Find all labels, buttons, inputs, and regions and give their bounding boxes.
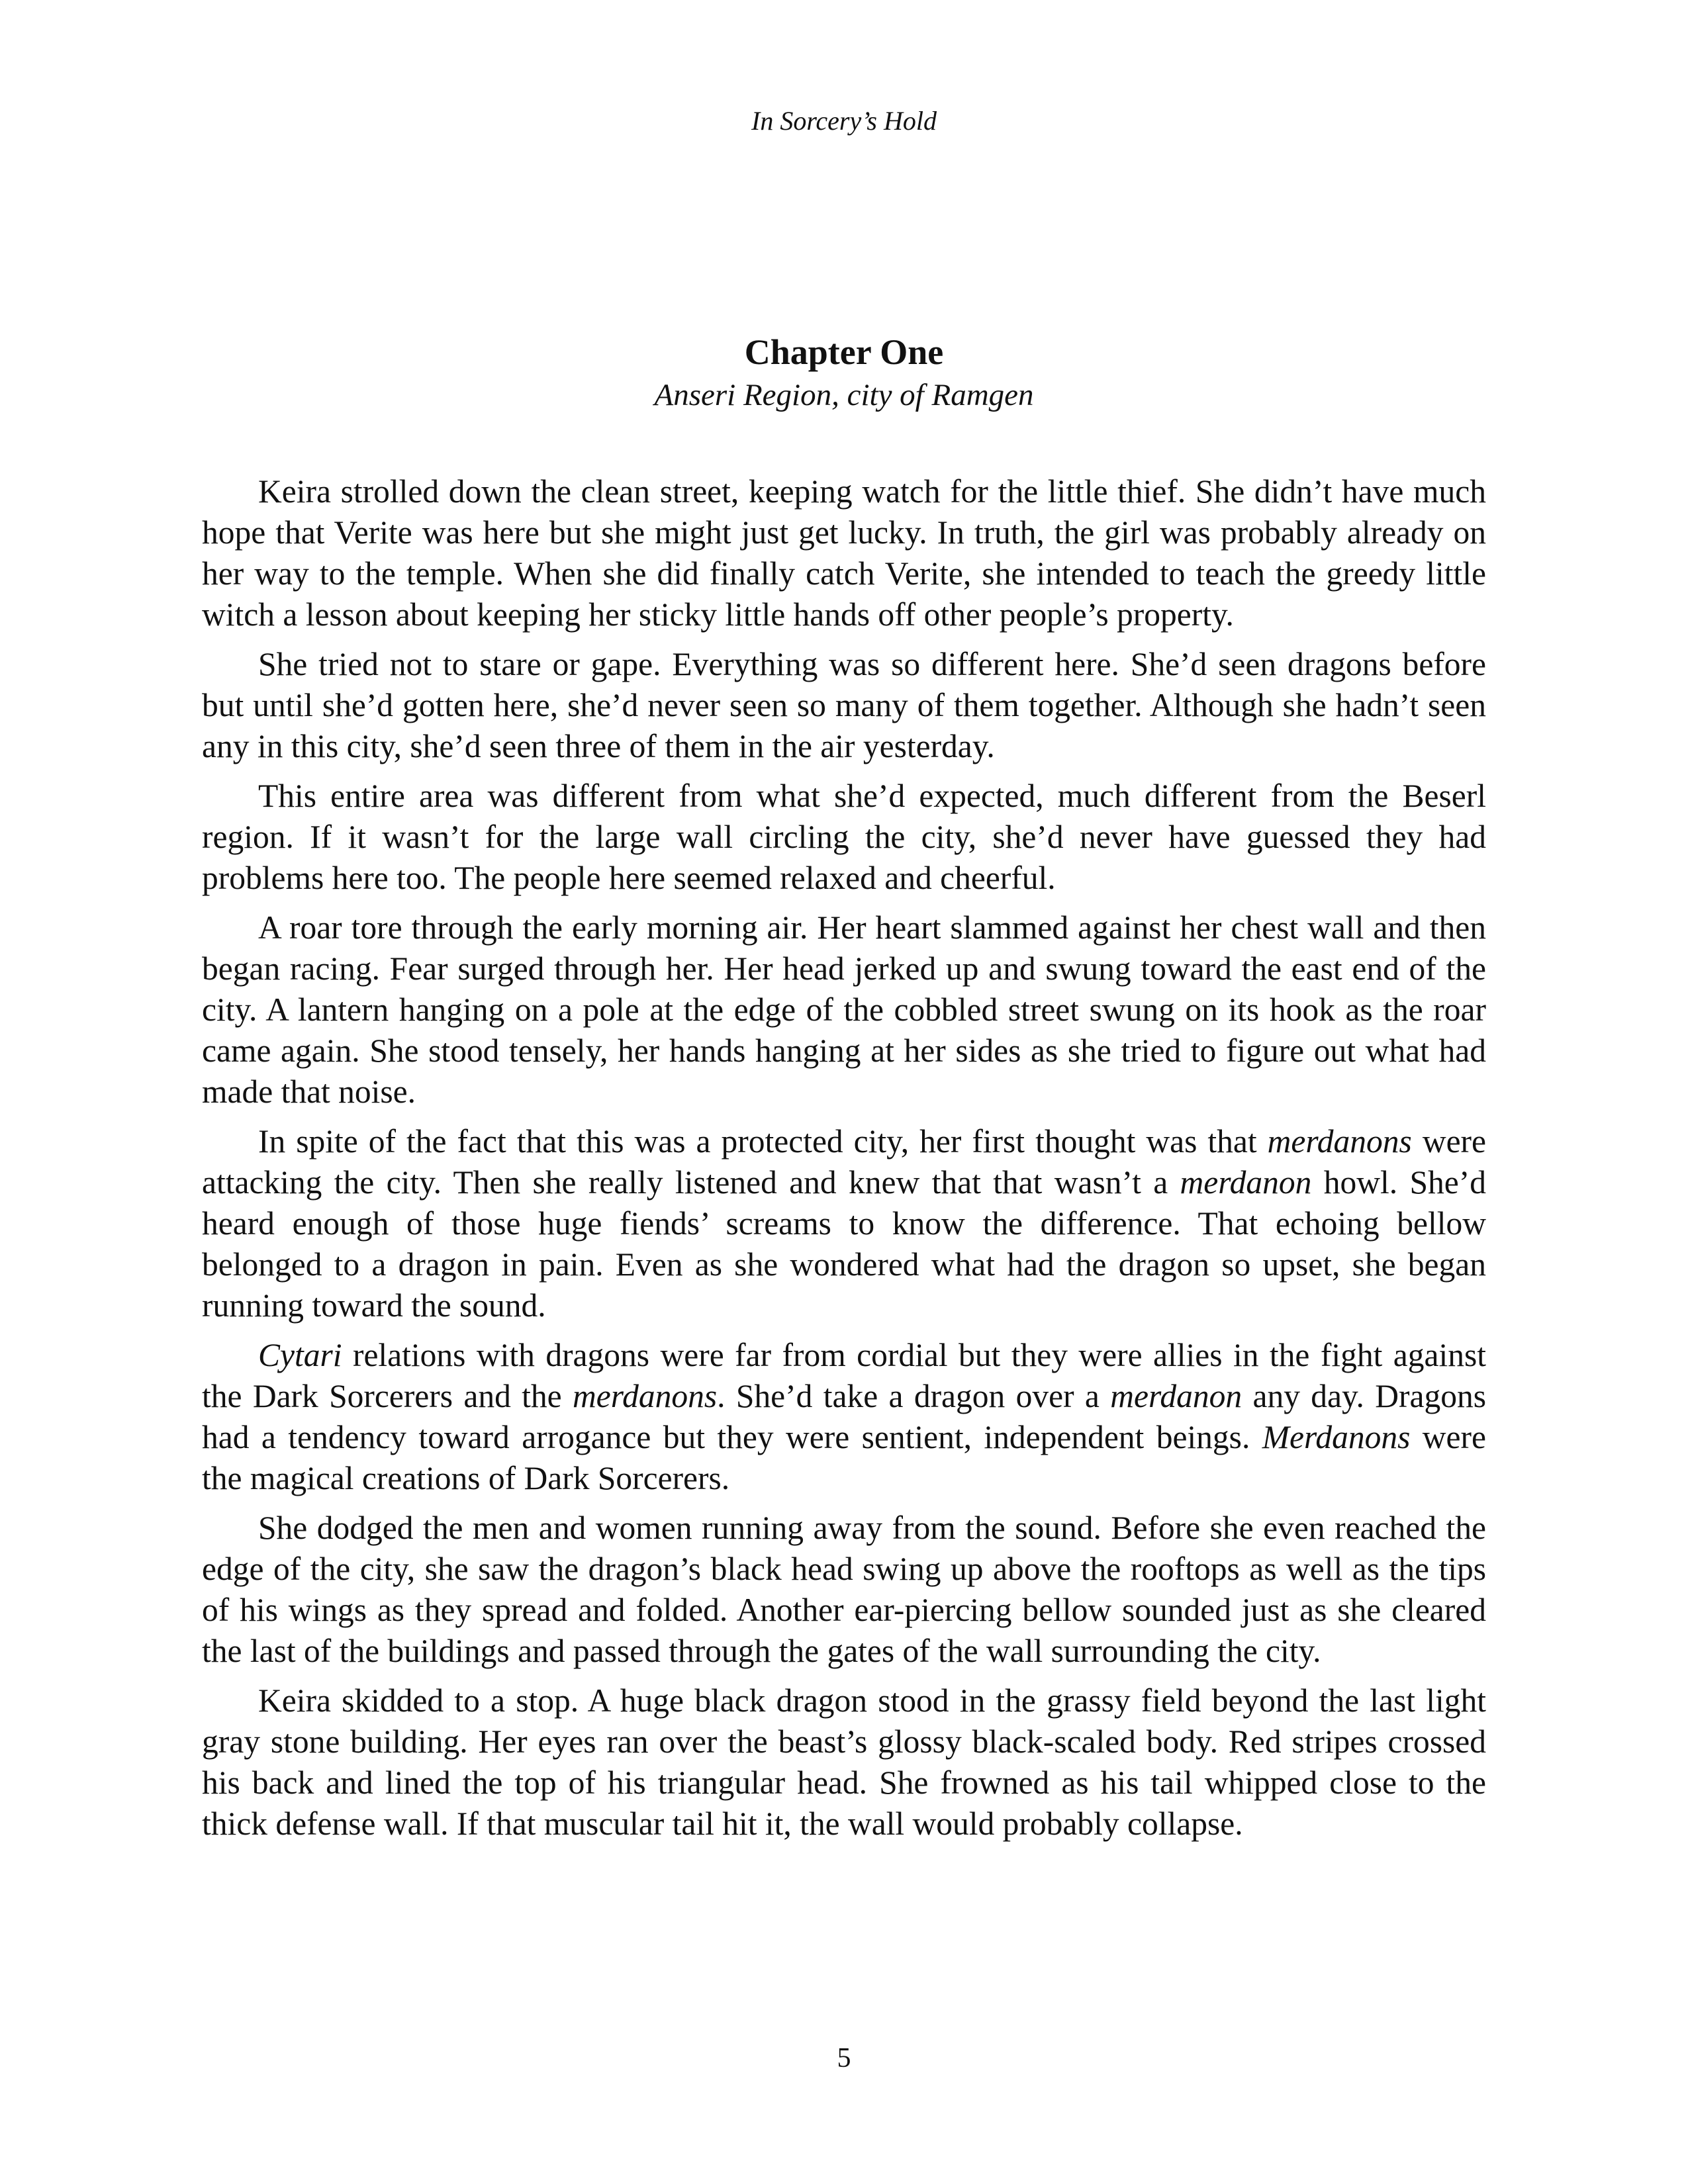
paragraph — [202, 1121, 1486, 1326]
body-text — [202, 471, 1486, 1853]
text-run: She dodged the men and women running away from the sound. Before she even reached the edge of the city, she saw the dragon’s black head swing up above the rooftops as well as the tips of his wings as they spread and folded. Another ear-piercing bellow sounded just as she cleared the last of the buildings and passed through the gates of the wall surrounding the city. — [202, 1510, 1486, 1669]
italic-term: merdanon — [1180, 1164, 1312, 1201]
italic-term: merdanons — [573, 1378, 718, 1414]
text-run: relations with dragons were far from cordial but they were allies in the fight against the Dark Sorcerers and the — [202, 1337, 1486, 1414]
text-run: This entire area was different from what she’d expected, much different from the Beserl region. If it wasn’t for the large wall circling the city, she’d never have guessed they had problems here too. The people here seemed relaxed and cheerful. — [202, 778, 1486, 896]
text-run: howl. She’d heard enough of those huge fiends’ screams to know the difference. That echoing bellow belonged to a dragon in pain. Even as she wondered what had the dragon so upset, she began running toward the sound. — [202, 1164, 1487, 1324]
text-run: A roar tore through the early morning air. Her heart slammed against her chest wall and then began racing. Fear surged through her. Her head jerked up and swung toward the east end of the city. A lantern hanging on a pole at the edge of the cobbled street swung on its hook as the roar came again. She stood tensely, her hands hanging at her sides as she tried to figure out what had made that noise. — [202, 909, 1486, 1110]
text-run: She tried not to stare or gape. Everything was so different here. She’d seen dragons before but until she’d gotten here, she’d never seen so many of them together. Although she hadn’t seen any in this city, she’d seen three of them in the air yesterday. — [202, 646, 1486, 764]
italic-term: merdanon — [1110, 1378, 1243, 1414]
italic-term: Merdanons — [1262, 1419, 1411, 1455]
text-run: any day. Dragons had a tendency toward arrogance but they were sentient, independent beings. — [202, 1378, 1486, 1455]
running-head: In Sorcery’s Hold — [751, 106, 937, 136]
text-run: were attacking the city. Then she really listened and knew that that wasn’t a — [202, 1123, 1486, 1201]
text-run: In spite of the fact that this was a protected city, her first thought was that — [258, 1123, 1268, 1160]
paragraph — [202, 1335, 1486, 1499]
paragraph — [202, 907, 1486, 1113]
italic-term: merdanons — [1267, 1123, 1412, 1160]
paragraph — [202, 644, 1486, 767]
paragraph — [202, 471, 1486, 635]
chapter-title: Chapter One — [744, 332, 944, 372]
paragraph — [202, 1680, 1486, 1844]
page-number: 5 — [837, 2043, 851, 2073]
paragraph — [202, 776, 1486, 899]
paragraph — [202, 1508, 1486, 1672]
text-run: were the magical creations of Dark Sorcerers. — [202, 1419, 1486, 1496]
text-run: Keira strolled down the clean street, keeping watch for the little thief. She didn’t have much hope that Verite was here but she might just get lucky. In truth, the girl was probably already on her way to the temple. When she did finally catch Verite, she intended to teach the greedy little witch a lesson about keeping her sticky little hands off other people’s property. — [202, 473, 1486, 633]
chapter-subtitle: Anseri Region, city of Ramgen — [654, 378, 1034, 412]
text-run: . She’d take a dragon over a — [717, 1378, 1111, 1414]
italic-term: Cytari — [258, 1337, 342, 1373]
text-run: Keira skidded to a stop. A huge black dragon stood in the grassy field beyond the last light gray stone building. Her eyes ran over the beast’s glossy black-scaled body. Red stripes crossed his back and lined the top of his triangular head. She frowned as his tail whipped close to the thick defense wall. If that muscular tail hit it, the wall would probably collapse. — [202, 1682, 1486, 1842]
